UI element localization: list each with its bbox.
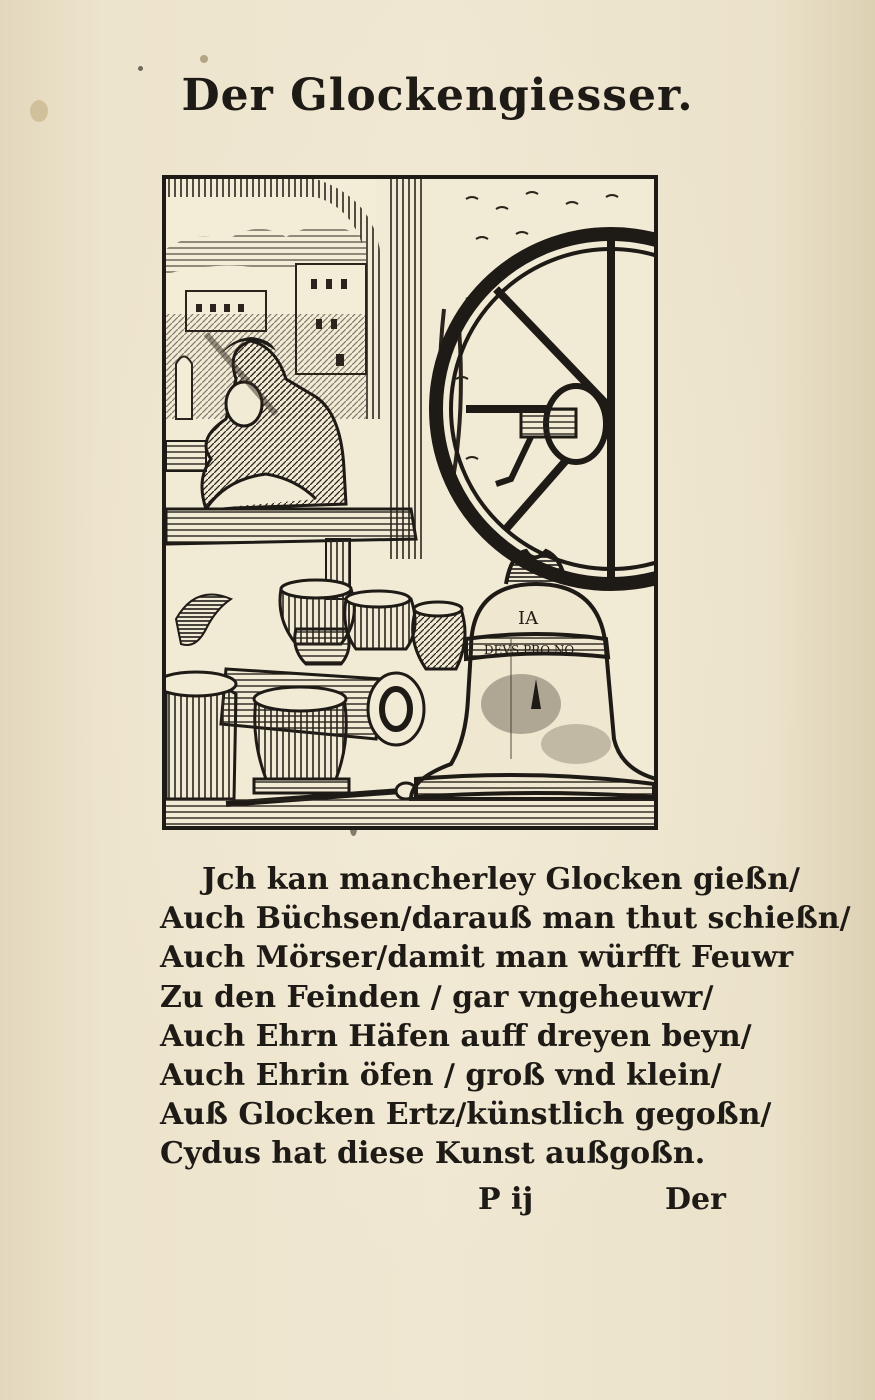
verse-line: Auch Büchsen/darauß man thut schießn/ [160, 901, 851, 937]
verse-line: Auß Glocken Ertz/künstlich gegoßn/ [160, 1097, 772, 1133]
bell-inscription-top: IA [518, 608, 539, 629]
paper-stain [200, 55, 208, 63]
verse-line: Auch Ehrin öfen / groß vnd klein/ [160, 1058, 722, 1094]
bell-inscription-band: DEVS PRO NO [484, 643, 575, 657]
bellfounder-woodcut [162, 175, 658, 830]
verse-block [160, 860, 851, 1174]
verse-line: Zu den Feinden / gar vngeheuwr/ [160, 979, 714, 1015]
catchword: Der [665, 1182, 726, 1217]
verse-line: Cydus hat diese Kunst außgoßn. [160, 1136, 706, 1172]
verse-line: Auch Ehrn Häfen auff dreyen beyn/ [160, 1018, 752, 1054]
mortar [254, 687, 349, 793]
page-title: Der Glockengiesser. [181, 70, 694, 121]
verse-line: Auch Mörser/damit man würfft Feuwr [160, 940, 794, 976]
signature-mark: P ij [478, 1182, 534, 1217]
verse-line: Jch kan mancherley Glocken gießn/ [202, 862, 800, 897]
